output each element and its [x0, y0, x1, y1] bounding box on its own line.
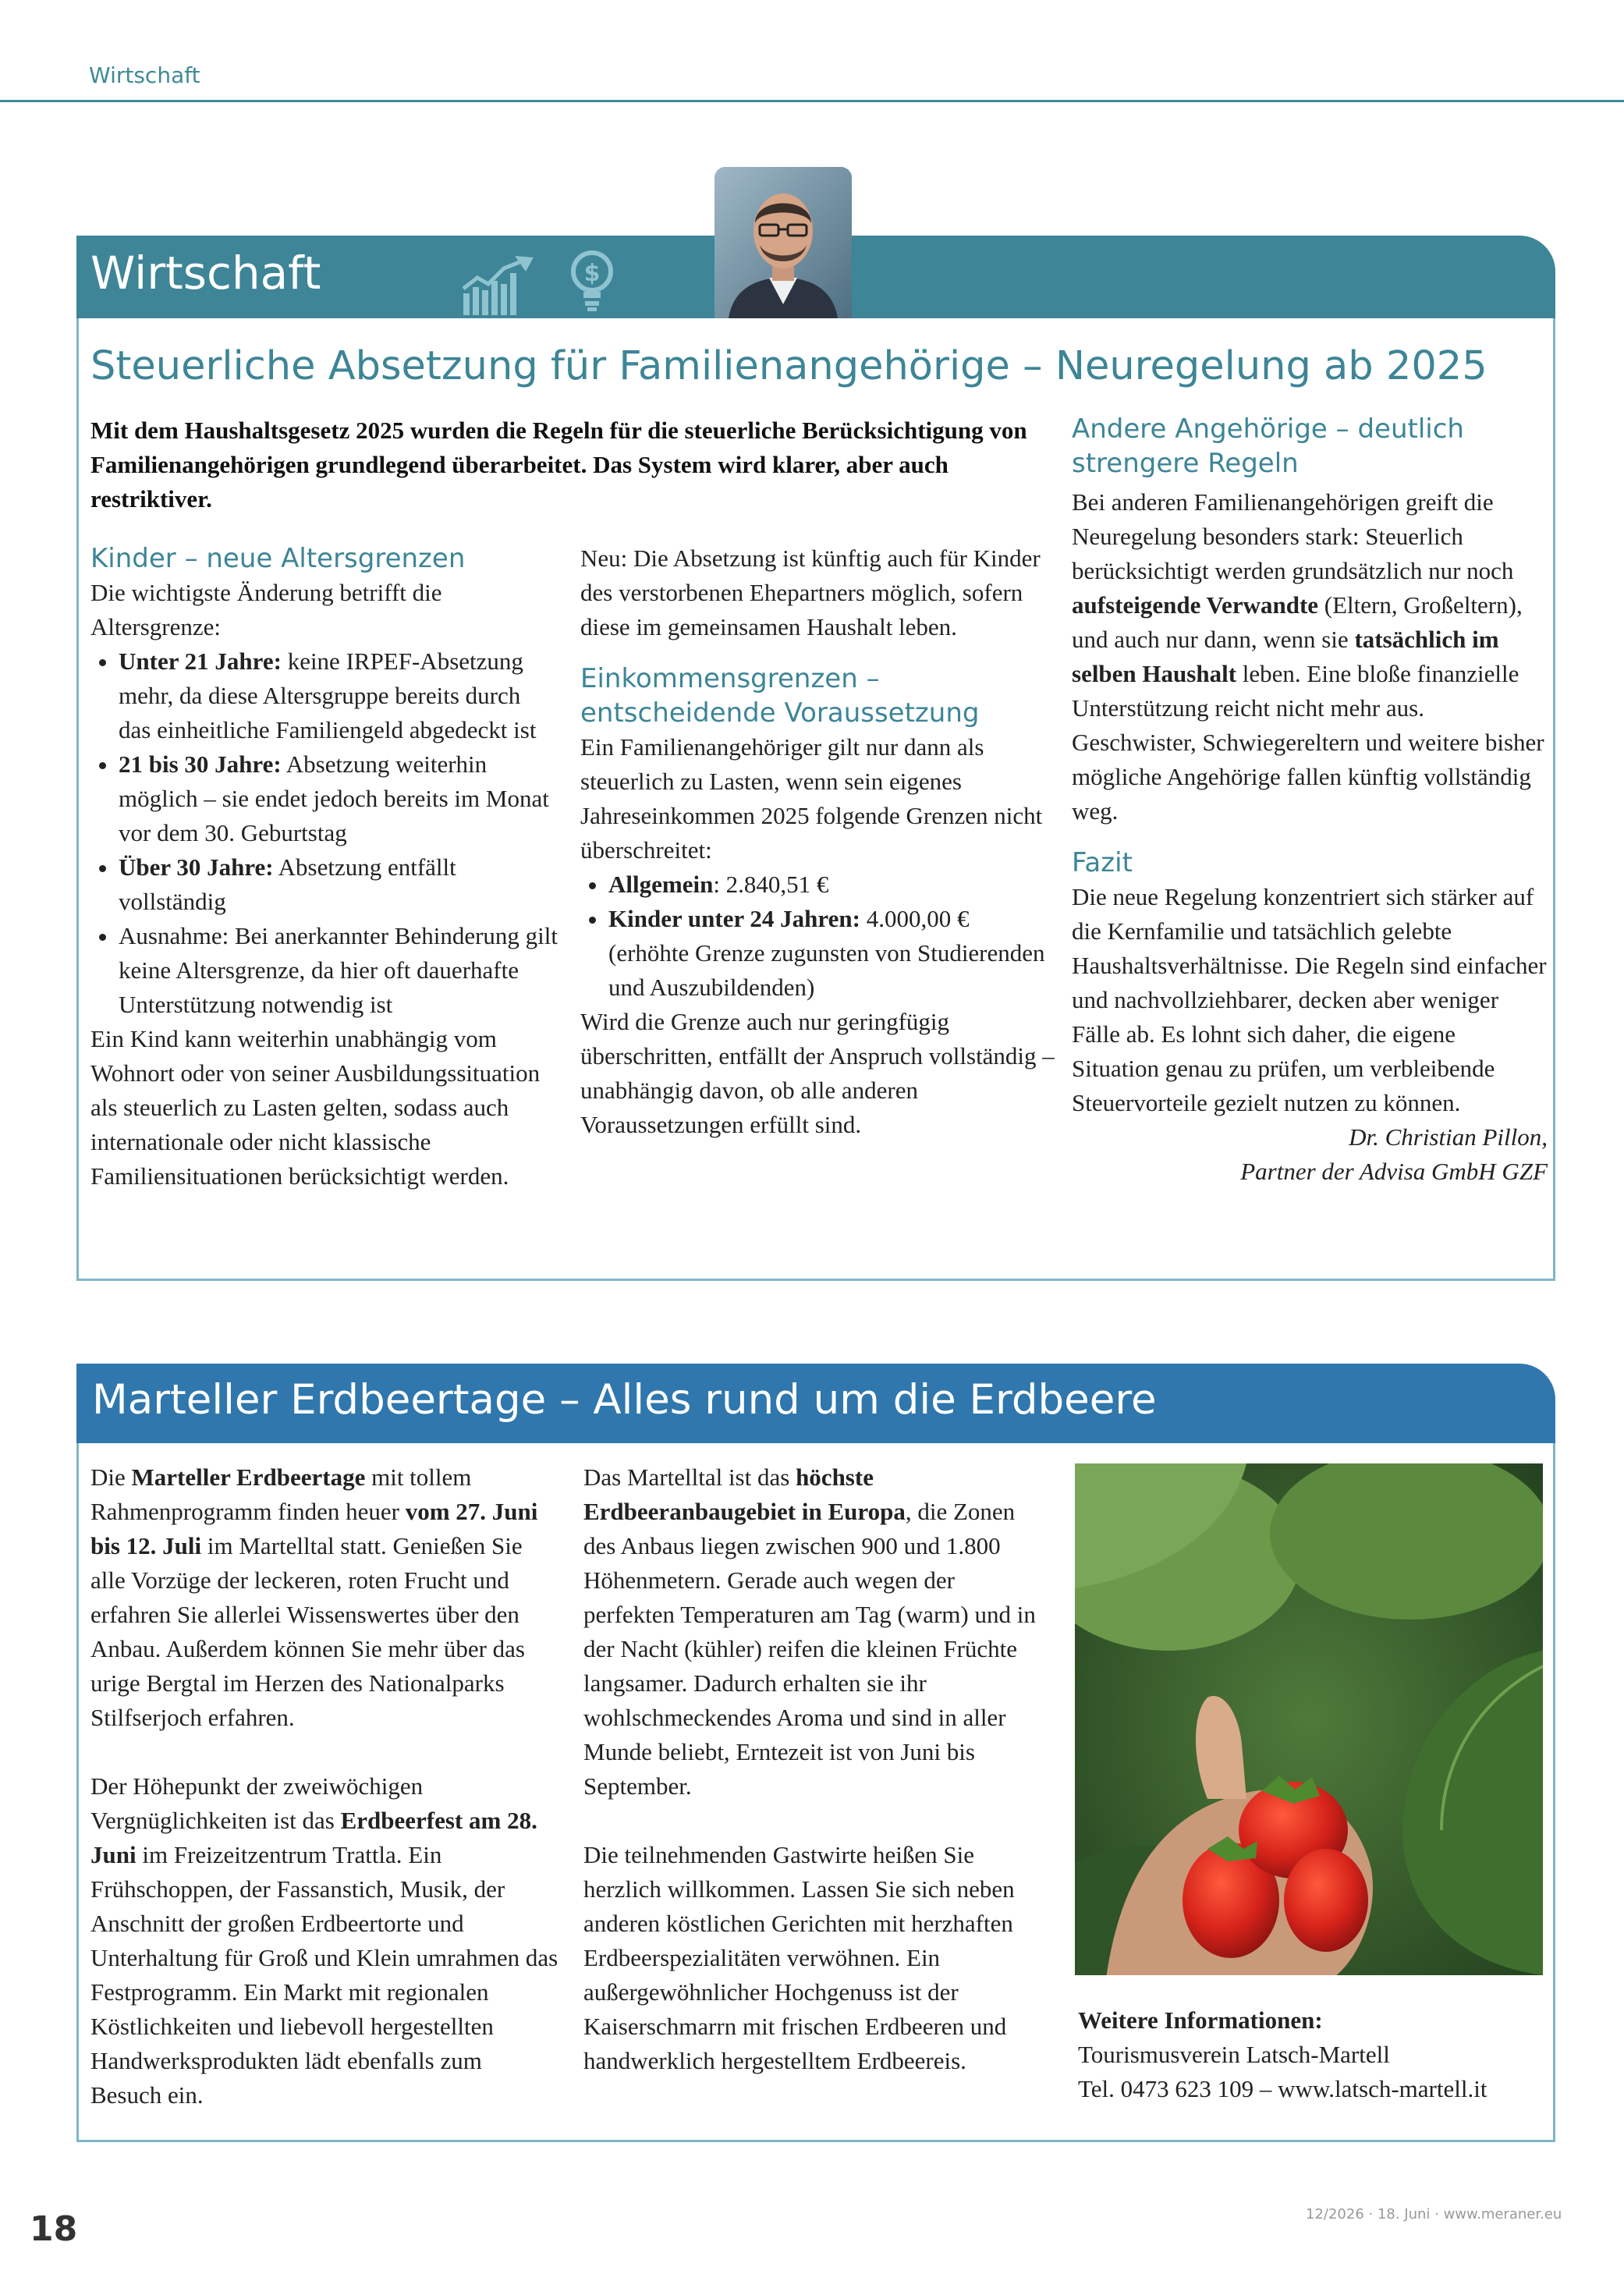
- paragraph: Die neue Regelung konzentriert sich stärker auf die Kernfamilie und tatsächlich gelebte Haushaltsverhältnisse. Die Regeln sind einfacher und nachvollziehbarer, decken aber weniger Fälle ab. Es lohnt sich daher, die eigene Situation genau zu prüfen, um verbleibende Steuervorteile gezielt nutzen zu können.: [1072, 883, 1547, 1116]
- list-item: • Allgemein: 2.840,51 €: [608, 867, 1055, 902]
- paragraph: Neu: Die Absetzung ist künftig auch für Kinder des verstorbenen Ehepartners möglich, sofern diese im gemeinsamen Haushalt leben.: [580, 545, 1041, 640]
- running-head: Wirtschaft: [89, 62, 200, 88]
- info-contact: Tel. 0473 623 109 – www.latsch-martell.it: [1078, 2075, 1487, 2102]
- paragraph: Wird die Grenze auch nur geringfügig überschritten, entfällt der Anspruch vollständig – unabhängig davon, ob alle anderen Voraussetzungen erfüllt sind.: [580, 1008, 1055, 1138]
- list-item: • Ausnahme: Bei anerkannter Behinderung gilt keine Altersgrenze, da hier oft dauerhafte Unterstützung notwendig ist: [119, 919, 558, 1022]
- page-number: 18: [30, 2209, 78, 2249]
- info-heading: Weitere Informationen:: [1078, 2006, 1323, 2034]
- section-title: Wirtschaft: [90, 247, 321, 300]
- svg-text:$: $: [583, 260, 601, 287]
- column-1: [90, 1460, 558, 2112]
- age-limit-list: [90, 644, 558, 1022]
- author-portrait: [714, 167, 852, 318]
- article-lead: [90, 413, 1066, 516]
- paragraph: Ein Kind kann weiterhin unabhängig vom Wohnort oder von seiner Ausbildungssituation als steuerlich zu Lasten gelten, sodass auch internationale oder nicht klassische Familiensituationen berücksichtigt werden.: [90, 1025, 541, 1190]
- author-name: Dr. Christian Pillon,: [1349, 1123, 1548, 1151]
- info-box: [1078, 2003, 1546, 2106]
- list-item: • Kinder unter 24 Jahren: 4.000,00 € (erhöhte Grenze zugunsten von Studierenden und Auszubildenden): [608, 902, 1055, 1005]
- subheading-einkommen: Einkommensgrenzen – entscheidende Voraussetzung: [580, 663, 980, 729]
- paragraph: Der Höhepunkt der zweiwöchigen Vergnüglichkeiten ist das Erdbeerfest am 28. Juni im Freizeitzentrum Trattla. Ein Frühschoppen, der Fassanstich, Musik, der Anschnitt der großen Erdbeertorte und Unterhaltung für Groß und Klein umrahmen das Festprogramm. Ein Markt mit regionalen Köstlichkeiten und liebevoll hergestellten Handwerksprodukten lädt ebenfalls zum Besuch ein.: [90, 1772, 558, 2109]
- subheading-kinder: Kinder – neue Altersgrenzen: [90, 543, 466, 574]
- list-item: • Unter 21 Jahre: keine IRPEF-Absetzung mehr, da diese Altersgruppe bereits durch das einheitliche Familiengeld abgedeckt ist: [119, 644, 558, 747]
- article-headline-2: Marteller Erdbeertage – Alles rund um die Erdbeere: [92, 1376, 1157, 1424]
- paragraph: Bei anderen Familienangehörigen greift die Neuregelung besonders stark: Steuerlich berücksichtigt werden grundsätzlich nur noch aufsteigende Verwandte (Eltern, Großeltern), und auch nur dann, wenn sie tatsächlich im selben Haushalt leben. Eine bloße finanzielle Unterstützung reicht nicht mehr aus. Geschwister, Schwiegereltern und weitere bisher mögliche Angehörige fallen künftig vollständig weg.: [1072, 488, 1544, 825]
- article-headline: Steuerliche Absetzung für Familienangehörige – Neuregelung ab 2025: [90, 343, 1487, 389]
- list-item: • Über 30 Jahre: Absetzung entfällt vollständig: [119, 850, 558, 919]
- paragraph: Die Marteller Erdbeertage mit tollem Rahmenprogramm finden heuer vom 27. Juni bis 12. Juli im Martelltal statt. Genießen Sie alle Vorzüge der leckeren, roten Frucht und erfahren Sie allerlei Wissenswertes über den Anbau. Außerdem können Sie mehr über das urige Bergtal im Herzen des Nationalparks Stilfserjoch erfahren.: [90, 1463, 538, 1731]
- paragraph: Die wichtigste Änderung betrifft die Altersgrenze:: [90, 579, 442, 640]
- column-2: [580, 541, 1055, 1142]
- author-role: Partner der Advisa GmbH GZF: [1240, 1158, 1548, 1185]
- header-rule: [0, 100, 1624, 102]
- column-1: [90, 541, 558, 1194]
- paragraph: Das Martelltal ist das höchste Erdbeeranbaugebiet in Europa, die Zonen des Anbaus liegen zwischen 900 und 1.800 Höhenmetern. Gerade auch wegen der perfekten Temperaturen am Tag (warm) und in der Nacht (kühler) reifen die kleinen Früchte langsamer. Dadurch erhalten sie ihr wohlschmeckendes Aroma und sind in aller Munde beliebt, Erntezeit ist von Juni bis September.: [583, 1463, 1036, 1800]
- lightbulb-icon: [565, 248, 619, 314]
- info-line: Tourismusverein Latsch-Martell: [1078, 2041, 1390, 2068]
- bar-chart-icon: [460, 254, 541, 317]
- subheading-angehoerige: Andere Angehörige – deutlich strengere Regeln: [1072, 413, 1464, 479]
- column-3: [1072, 412, 1548, 1189]
- paragraph: Die teilnehmenden Gastwirte heißen Sie herzlich willkommen. Lassen Sie sich neben anderen köstlichen Gerichten mit herzhaften Erdbeerspezialitäten verwöhnen. Ein außergewöhnlicher Hochgenuss ist der Kaiserschmarrn mit frischen Erdbeeren und handwerklich hergestelltem Erdbeereis.: [583, 1841, 1015, 2074]
- lead-text: Mit dem Haushaltsgesetz 2025 wurden die Regeln für die steuerliche Berücksichtigung von Familienangehörigen grundlegend überarbeitet. Das System wird klarer, aber auch restriktiver.: [90, 417, 1027, 513]
- column-2: [583, 1460, 1051, 2078]
- footer-meta: 12/2026 · 18. Juni · www.meraner.eu: [1306, 2206, 1562, 2222]
- paragraph: Ein Familienangehöriger gilt nur dann als steuerlich zu Lasten, wenn sein eigenes Jahreseinkommen 2025 folgende Grenzen nicht überschreitet:: [580, 733, 1043, 864]
- strawberry-photo: [1075, 1463, 1543, 1975]
- subheading-fazit: Fazit: [1072, 847, 1133, 878]
- list-item: • 21 bis 30 Jahre: Absetzung weiterhin möglich – sie endet jedoch bereits im Monat vor dem 30. Geburtstag: [119, 747, 558, 850]
- income-limit-list: [580, 867, 1055, 1005]
